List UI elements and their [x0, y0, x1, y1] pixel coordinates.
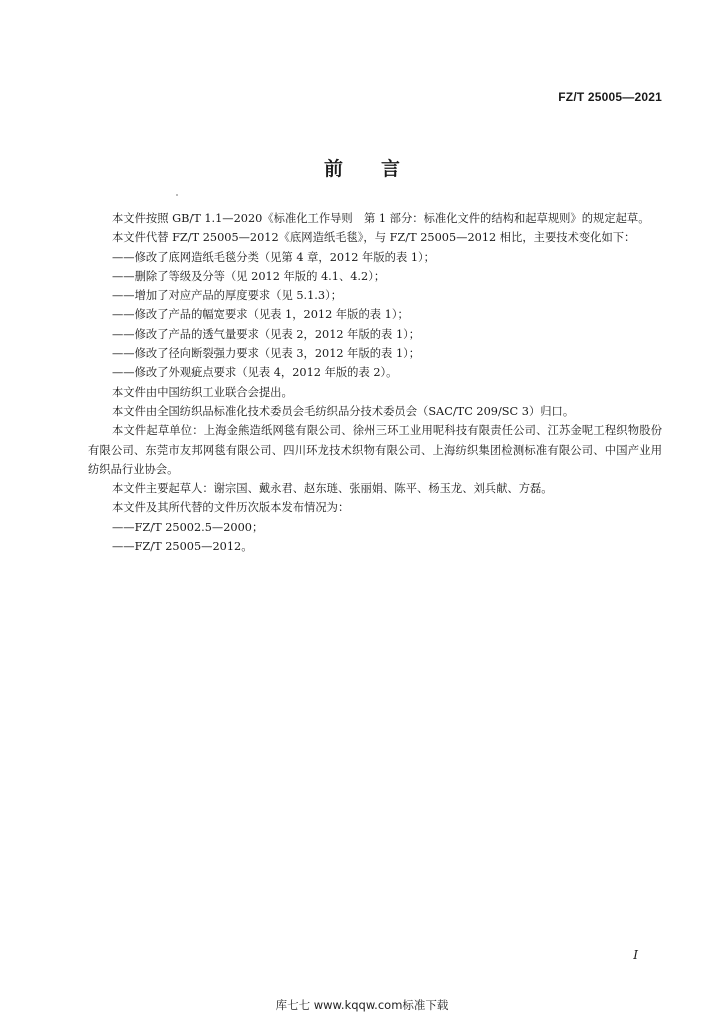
- footer-watermark: 库七七 www.kqqw.com标准下载: [275, 998, 449, 1012]
- change-item: ——增加了对应产品的厚度要求（见 5.1.3）；: [112, 289, 343, 303]
- drafting-units-paragraph: 本文件起草单位：上海金熊造纸网毯有限公司、徐州三环工业用呢科技有限责任公司、江苏金呢工程织物股份有限公司、东莞市友邦网毯有限公司、四川环龙技术织物有限公司、上海纺织集团检测标准有限公司、中国产业用纺织品行业协会。: [88, 424, 662, 476]
- foreword-body: [88, 209, 662, 556]
- page-title: 前言: [323, 158, 438, 180]
- change-item: ——修改了产品的幅宽要求（见表 1，2012 年版的表 1）；: [112, 308, 409, 322]
- drafters-paragraph: 本文件主要起草人：谢宗国、戴永君、赵东琏、张丽娟、陈平、杨玉龙、刘兵献、方磊。: [112, 482, 553, 496]
- history-intro-paragraph: 本文件及其所代替的文件历次版本发布情况为：: [112, 501, 350, 515]
- standard-code: FZ/T 25005—2021: [558, 90, 662, 104]
- scope-paragraph: 本文件按照 GB/T 1.1—2020《标准化工作导则 第 1 部分：标准化文件的结构和起草规则》的规定起草。: [112, 212, 650, 225]
- history-item: ——FZ/T 25005—2012。: [112, 540, 253, 554]
- replacement-paragraph: 本文件代替 FZ/T 25005—2012《底网造纸毛毯》，与 FZ/T 25005—2012 相比，主要技术变化如下：: [112, 231, 636, 245]
- change-item: ——修改了底网造纸毛毯分类（见第 4 章，2012 年版的表 1）；: [112, 250, 435, 264]
- scan-speck: [176, 194, 178, 196]
- change-item: ——修改了产品的透气量要求（见表 2，2012 年版的表 1）；: [112, 327, 421, 341]
- page-number: I: [633, 948, 638, 962]
- change-item: ——修改了外观疵点要求（见表 4，2012 年版的表 2）。: [112, 366, 398, 380]
- change-item: ——删除了等级及分等（见 2012 年版的 4.1、4.2）；: [112, 269, 386, 283]
- proposer-paragraph: 本文件由中国纺织工业联合会提出。: [112, 385, 293, 399]
- change-item: ——修改了径向断裂强力要求（见表 3，2012 年版的表 1）；: [112, 347, 421, 361]
- history-item: ——FZ/T 25002.5—2000；: [112, 520, 264, 534]
- committee-paragraph: 本文件由全国纺织品标准化技术委员会毛纺织品分技术委员会（SAC/TC 209/SC 3）归口。: [112, 404, 575, 418]
